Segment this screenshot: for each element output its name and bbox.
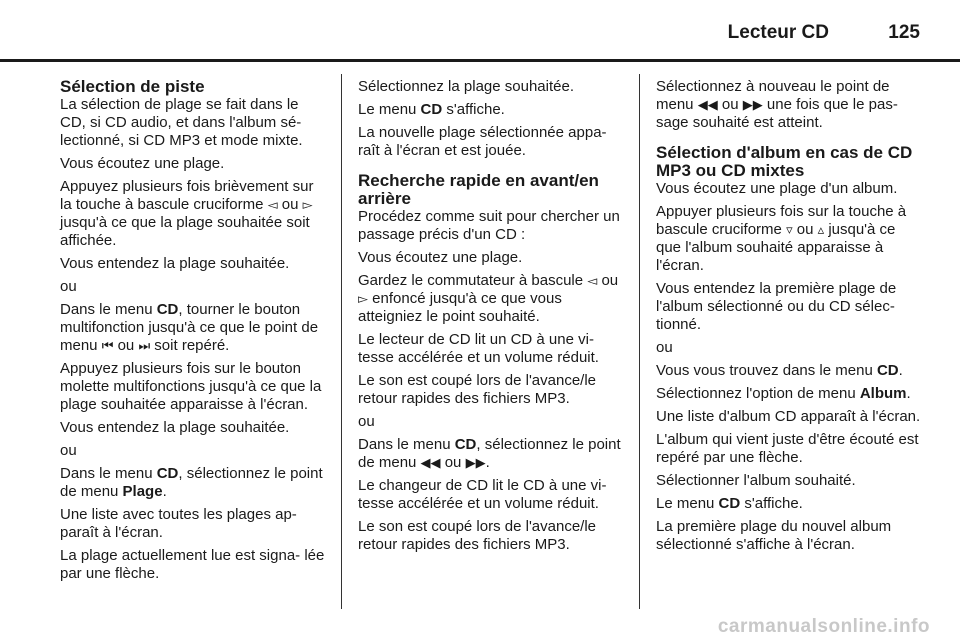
fast-forward-icon: ▶▶ <box>465 455 486 470</box>
page-number: 125 <box>888 22 920 43</box>
section-heading-fast-search: Recherche rapide en avant/en arrière <box>358 171 599 208</box>
skip-back-icon: ⏮ <box>101 338 114 353</box>
paragraph: Appuyez plusieurs fois brièvement sur la touche à bascule cruciforme ◅ ou ▻ jusqu'à ce que la plage souhaitée soit affichée. <box>60 178 314 249</box>
page-header <box>0 0 960 60</box>
paragraph: Sélectionnez à nouveau le point de menu ◀◀ ou ▶▶ une fois que le pas- sage souhaité est atteint. <box>656 78 898 131</box>
paragraph: ou <box>60 278 77 295</box>
up-arrow-icon: ▵ <box>817 222 825 237</box>
down-arrow-icon: ▿ <box>786 222 793 237</box>
paragraph: Gardez le commutateur à bascule ◅ ou ▻ enfoncé jusqu'à ce que vous atteigniez le point souhaité. <box>358 272 619 325</box>
section-heading-track-selection: Sélection de piste <box>60 77 205 96</box>
watermark: carmanualsonline.info <box>717 616 930 637</box>
rewind-icon: ◀◀ <box>420 455 441 470</box>
paragraph: La plage actuellement lue est signa- lée par une flèche. <box>60 547 325 582</box>
paragraph: Le changeur de CD lit le CD à une vi- tesse accélérée et un volume réduit. <box>358 477 607 512</box>
paragraph: Une liste avec toutes les plages ap- paraît à l'écran. <box>60 506 297 541</box>
paragraph: Sélectionnez l'option de menu Album. <box>656 385 911 402</box>
column-divider-1 <box>341 74 342 609</box>
paragraph: Une liste d'album CD apparaît à l'écran. <box>656 408 921 425</box>
paragraph: ou <box>656 339 673 356</box>
paragraph: Appuyez plusieurs fois sur le bouton molette multifonctions jusqu'à ce que la plage souhaitée apparaisse à l'écran. <box>60 360 322 413</box>
paragraph: Vous entendez la plage souhaitée. <box>60 255 290 272</box>
paragraph: Procédez comme suit pour chercher un passage précis d'un CD : <box>358 208 620 243</box>
left-arrow-icon: ◅ <box>587 273 598 288</box>
paragraph: La première plage du nouvel album sélectionné s'affiche à l'écran. <box>656 518 892 553</box>
paragraph: Dans le menu CD, sélectionnez le point de menu Plage. <box>60 465 323 500</box>
left-arrow-icon: ◅ <box>267 197 278 212</box>
paragraph: Dans le menu CD, sélectionnez le point de menu ◀◀ ou ▶▶. <box>358 436 621 471</box>
skip-forward-icon: ⏭ <box>138 338 151 353</box>
paragraph: Le son est coupé lors de l'avance/le retour rapides des fichiers MP3. <box>358 372 597 407</box>
paragraph: Vous entendez la plage souhaitée. <box>60 419 290 436</box>
paragraph: Dans le menu CD, tourner le bouton multifonction jusqu'à ce que le point de menu ⏮ ou ⏭ soit repéré. <box>60 301 319 354</box>
header-rule <box>0 59 960 62</box>
paragraph: ou <box>358 413 375 430</box>
paragraph: Sélectionner l'album souhaité. <box>656 472 856 489</box>
paragraph: Vous écoutez une plage. <box>60 155 225 172</box>
paragraph: Vous vous trouvez dans le menu CD. <box>656 362 903 379</box>
paragraph: ou <box>60 442 77 459</box>
paragraph: L'album qui vient juste d'être écouté est repéré par une flèche. <box>656 431 919 466</box>
paragraph: Vous écoutez une plage. <box>358 249 523 266</box>
paragraph: Le menu CD s'affiche. <box>358 101 505 118</box>
page-title: Lecteur CD <box>727 22 829 43</box>
paragraph: Sélectionnez la plage souhaitée. <box>358 78 574 95</box>
paragraph: Vous écoutez une plage d'un album. <box>656 180 898 197</box>
column-3 <box>656 78 924 559</box>
paragraph: Le menu CD s'affiche. <box>656 495 803 512</box>
column-2 <box>358 78 626 559</box>
right-arrow-icon: ▻ <box>358 291 368 306</box>
rewind-icon: ◀◀ <box>697 97 718 112</box>
paragraph: Le son est coupé lors de l'avance/le retour rapides des fichiers MP3. <box>358 518 597 553</box>
paragraph: La sélection de plage se fait dans le CD, si CD audio, et dans l'album sé- lectionné, si CD MP3 et mode mixte. <box>60 96 303 149</box>
fast-forward-icon: ▶▶ <box>742 97 763 112</box>
paragraph: Appuyer plusieurs fois sur la touche à bascule cruciforme ▿ ou ▵ jusqu'à ce que l'album souhaité apparaisse à l'écran. <box>656 203 907 274</box>
paragraph: La nouvelle plage sélectionnée appa- raît à l'écran et est jouée. <box>358 124 607 159</box>
paragraph: Vous entendez la première plage de l'album sélectionné ou du CD sélec- tionné. <box>656 280 897 333</box>
section-heading-album-selection: Sélection d'album en cas de CD MP3 ou CD mixtes <box>656 143 913 180</box>
right-arrow-icon: ▻ <box>302 197 313 212</box>
column-divider-2 <box>639 74 640 609</box>
column-1 <box>60 78 328 588</box>
paragraph: Le lecteur de CD lit un CD à une vi- tesse accélérée et un volume réduit. <box>358 331 599 366</box>
